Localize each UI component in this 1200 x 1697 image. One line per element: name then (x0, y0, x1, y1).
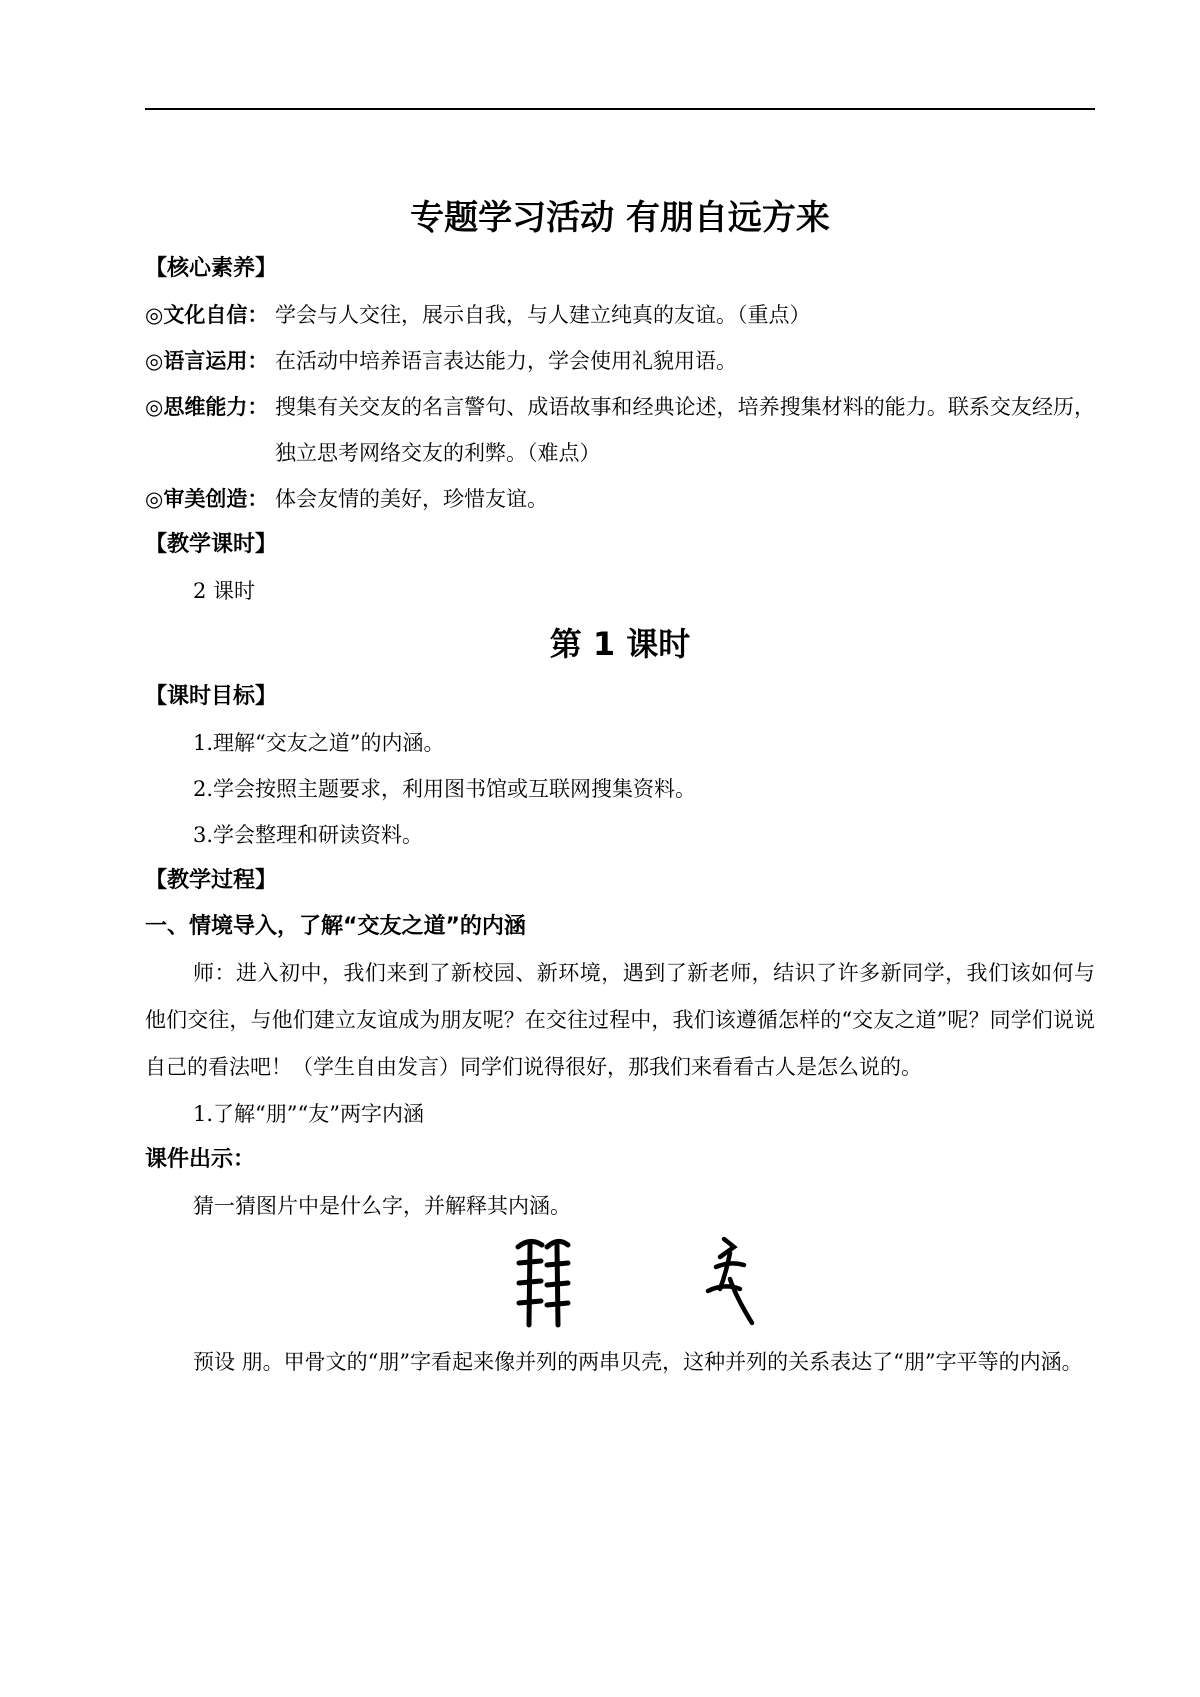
goal-item: 1.理解“交友之道”的内涵。 (193, 731, 445, 755)
core-item-text: 在活动中培养语言表达能力，学会使用礼貌用语。 (275, 349, 737, 373)
core-item-label: ◎思维能力： (145, 395, 269, 419)
core-literacy-header: 【核心素养】 (145, 256, 278, 281)
document-title: 专题学习活动 有朋自远方来 (410, 198, 830, 238)
oracle-glyph-images (145, 1229, 1095, 1339)
core-item-label: ◎文化自信： (145, 303, 269, 327)
lesson-goals-header: 【课时目标】 (145, 684, 278, 709)
core-item-text: 学会与人交往，展示自我，与人建立纯真的友谊。（重点） (275, 303, 811, 327)
core-item-language (145, 338, 1095, 384)
core-item-label: ◎语言运用： (145, 349, 269, 373)
core-item-text: 搜集有关交友的名言警句、成语故事和经典论述，培养搜集材料的能力。联系交友经历，独立思考网络交友的利弊。（难点） (275, 395, 1095, 465)
goal-item: 3.学会整理和研读资料。 (193, 823, 424, 847)
header-rule (145, 108, 1095, 110)
intro-paragraph: 师：进入初中，我们来到了新校园、新环境，遇到了新老师，结识了许多新同学，我们该如何与他们交往，与他们建立友谊成为朋友呢？在交往过程中，我们该遵循怎样的“交友之道”呢？同学们说说自己的看法吧！（学生自由发言）同学们说得很好，那我们来看看古人是怎么说的。 (145, 961, 1095, 1079)
teaching-process-header: 【教学过程】 (145, 868, 278, 893)
core-item-thinking (145, 384, 1095, 476)
oracle-peng-icon (510, 1233, 574, 1333)
teaching-hours-value: 2 课时 (193, 579, 256, 603)
document-body (145, 190, 1095, 1386)
core-item-culture (145, 292, 1095, 338)
core-item-text: 体会友情的美好，珍惜友谊。 (275, 487, 548, 511)
courseware-label: 课件出示： (145, 1147, 256, 1172)
step-heading: 1.了解“朋”“友”两字内涵 (193, 1102, 424, 1126)
teaching-hours-header: 【教学课时】 (145, 532, 278, 557)
preset-paragraph: 预设 朋。甲骨文的“朋”字看起来像并列的两串贝壳，这种并列的关系表达了“朋”字平等的内涵。 (193, 1350, 1083, 1374)
lesson-title: 第 1 课时 (549, 625, 691, 663)
core-item-label: ◎审美创造： (145, 487, 269, 511)
section-heading: 一、情境导入，了解“交友之道”的内涵 (145, 914, 526, 939)
goal-item: 2.学会按照主题要求，利用图书馆或互联网搜集资料。 (193, 777, 697, 801)
courseware-prompt: 猜一猜图片中是什么字，并解释其内涵。 (193, 1194, 571, 1218)
oracle-you-icon (700, 1233, 764, 1333)
core-item-aesthetic (145, 476, 1095, 522)
